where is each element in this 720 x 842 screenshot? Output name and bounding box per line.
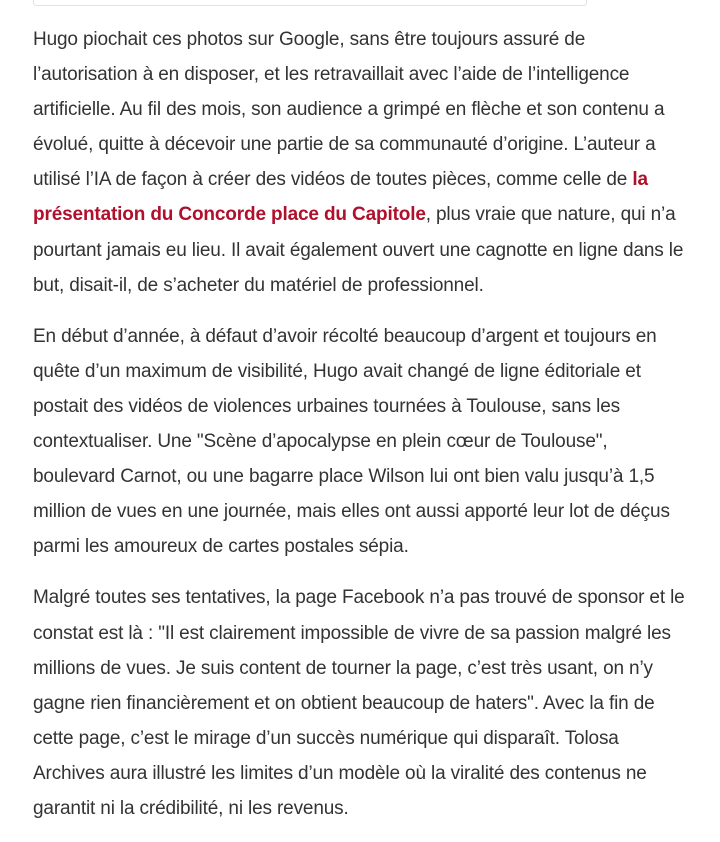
article-paragraph: En début d’année, à défaut d’avoir récolté beaucoup d’argent et toujours en quête d’un maximum de visibilité, Hugo avait changé de ligne éditoriale et postait des vidéos de violences urbaines tournées à Toulouse, sans les contextualiser. Une "Scène d’apocalypse en plein cœur de Toulouse", boulevard Carnot, ou une bagarre place Wilson lui ont bien valu jusqu’à 1,5 million de vues en une journée, mais elles ont aussi apporté leur lot de déçus parmi les amoureux de cartes postales sépia. bbox=[33, 325, 670, 558]
article-paragraph: Malgré toutes ses tentatives, la page Facebook n’a pas trouvé de sponsor et le constat est là : "Il est clairement impossible de vivre de sa passion malgré les millions de vues. Je suis content de tourner la page, c’est très usant, on n’y gagne rien financièrement et on obtient beaucoup de haters". Avec la fin de cette page, c’est le mirage d’un succès numérique qui disparaît. Tolosa Archives aura illustré les limites d’un modèle où la viralité des contenus ne garantit ni la crédibilité, ni les revenus. bbox=[33, 587, 685, 819]
article-paragraph bbox=[33, 22, 693, 303]
concorde-video-link[interactable]: la présentation du Concorde place du Capitole bbox=[33, 169, 648, 226]
article-body bbox=[33, 22, 693, 842]
embedded-media-frame bbox=[33, 0, 587, 6]
paragraph-text: , plus vraie que nature, qui n’a pourtant jamais eu lieu. Il avait également ouvert une cagnotte en ligne dans le but, disait-il, de s’acheter du matériel de professionnel. bbox=[33, 204, 684, 296]
paragraph-text: Hugo piochait ces photos sur Google, sans être toujours assuré de l’autorisation à en disposer, et les retravaillait avec l’aide de l’intelligence artificielle. Au fil des mois, son audience a grimpé en flèche et son contenu a évolué, quitte à décevoir une partie de sa communauté d’origine. L’auteur a utilisé l’IA de façon à créer des vidéos de toutes pièces, comme celle de bbox=[33, 29, 665, 191]
